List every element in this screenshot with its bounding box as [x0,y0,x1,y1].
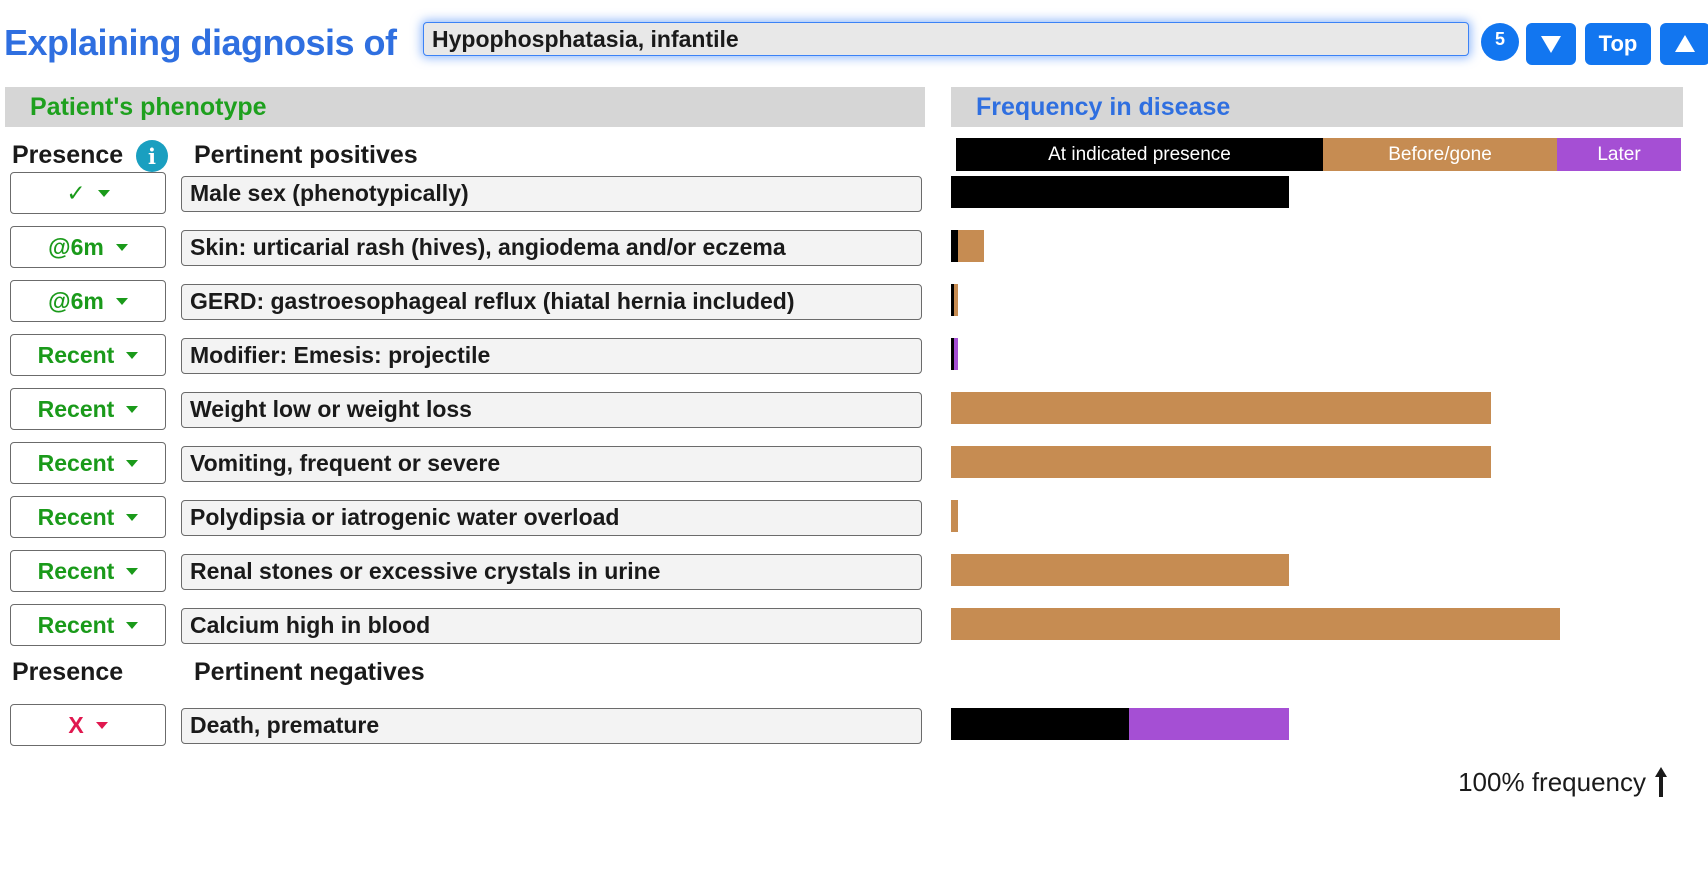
caret-down-icon [126,460,138,467]
presence-value: ✓ [66,179,86,206]
frequency-segment-at [951,708,1129,740]
pertinent-positives-label: Pertinent positives [194,141,418,169]
presence-dropdown[interactable] [10,172,166,214]
frequency-bar [951,608,1686,640]
frequency-segment-before [951,446,1491,478]
presence-dropdown[interactable] [10,334,166,376]
frequency-segment-before [951,608,1560,640]
frequency-bar [951,230,1686,262]
phenotype-row [0,704,1708,748]
presence-dropdown[interactable] [10,388,166,430]
presence-dropdown[interactable] [10,442,166,484]
phenotype-row [0,172,1708,216]
frequency-bar [951,176,1686,208]
presence-value: Recent [37,557,115,584]
feature-field[interactable]: Renal stones or excessive crystals in urine [181,554,922,590]
presence-value: @6m [48,287,104,314]
frequency-scale-footer [1458,766,1668,798]
triangle-up-icon [1674,34,1696,54]
phenotype-row [0,604,1708,648]
frequency-bar [951,554,1686,586]
frequency-segment-later [1129,708,1289,740]
presence-value: Recent [37,341,115,368]
phenotype-row [0,550,1708,594]
caret-down-icon [96,722,108,729]
feature-field[interactable]: Weight low or weight loss [181,392,922,428]
frequency-segment-before [951,500,958,532]
feature-field[interactable]: Male sex (phenotypically) [181,176,922,212]
feature-field[interactable]: Skin: urticarial rash (hives), angiodema and/or eczema [181,230,922,266]
caret-down-icon [116,244,128,251]
feature-field[interactable]: Polydipsia or iatrogenic water overload [181,500,922,536]
feature-field[interactable]: Death, premature [181,708,922,744]
phenotype-row [0,226,1708,270]
caret-down-icon [116,298,128,305]
phenotype-row [0,280,1708,324]
frequency-segment-before [951,392,1491,424]
presence-dropdown[interactable] [10,550,166,592]
phenotype-row [0,442,1708,486]
pertinent-negatives-label: Pertinent negatives [194,658,425,686]
presence-dropdown[interactable] [10,226,166,268]
presence-column-label-negatives: Presence [12,658,124,686]
caret-down-icon [98,190,110,197]
phenotype-row [0,334,1708,378]
frequency-segment-before [954,284,958,316]
patient-phenotype-header: Patient's phenotype [5,87,925,127]
top-button[interactable]: Top [1585,23,1651,65]
presence-value: Recent [37,611,115,638]
frequency-segment-at [951,176,1289,208]
phenotype-row [0,388,1708,432]
frequency-bar [951,446,1686,478]
frequency-segment-later [954,338,958,370]
caret-down-icon [126,622,138,629]
frequency-in-disease-header: Frequency in disease [951,87,1683,127]
legend-at-indicated-presence: At indicated presence [956,138,1323,171]
frequency-scale-label: 100% frequency [1458,766,1646,797]
presence-value: @6m [48,233,104,260]
legend-before-gone: Before/gone [1323,138,1557,171]
feature-field[interactable]: GERD: gastroesophageal reflux (hiatal hernia included) [181,284,922,320]
next-down-button[interactable] [1526,23,1576,65]
presence-dropdown[interactable] [10,704,166,746]
presence-dropdown[interactable] [10,496,166,538]
caret-down-icon [126,568,138,575]
frequency-segment-before [958,230,984,262]
feature-field[interactable]: Modifier: Emesis: projectile [181,338,922,374]
feature-field[interactable]: Calcium high in blood [181,608,922,644]
presence-value: X [68,711,84,738]
frequency-bar [951,284,1686,316]
presence-value: Recent [37,503,115,530]
info-icon[interactable]: i [136,140,168,172]
triangle-down-icon [1540,34,1562,54]
previous-up-button[interactable] [1660,23,1708,65]
legend-later: Later [1557,138,1681,171]
caret-down-icon [126,514,138,521]
page-title: Explaining diagnosis of [4,22,397,63]
arrow-up-icon [1654,766,1668,798]
presence-value: Recent [37,395,115,422]
presence-dropdown[interactable] [10,280,166,322]
presence-value: Recent [37,449,115,476]
feature-field[interactable]: Vomiting, frequent or severe [181,446,922,482]
frequency-bar [951,338,1686,370]
frequency-segment-before [951,554,1289,586]
caret-down-icon [126,406,138,413]
frequency-bar [951,708,1686,740]
frequency-bar [951,392,1686,424]
presence-column-label: Presence [12,141,124,169]
diagnosis-input[interactable] [423,22,1469,56]
phenotype-row [0,496,1708,540]
frequency-segment-at [951,230,958,262]
caret-down-icon [126,352,138,359]
frequency-bar [951,500,1686,532]
match-count-badge: 5 [1481,23,1519,61]
presence-dropdown[interactable] [10,604,166,646]
